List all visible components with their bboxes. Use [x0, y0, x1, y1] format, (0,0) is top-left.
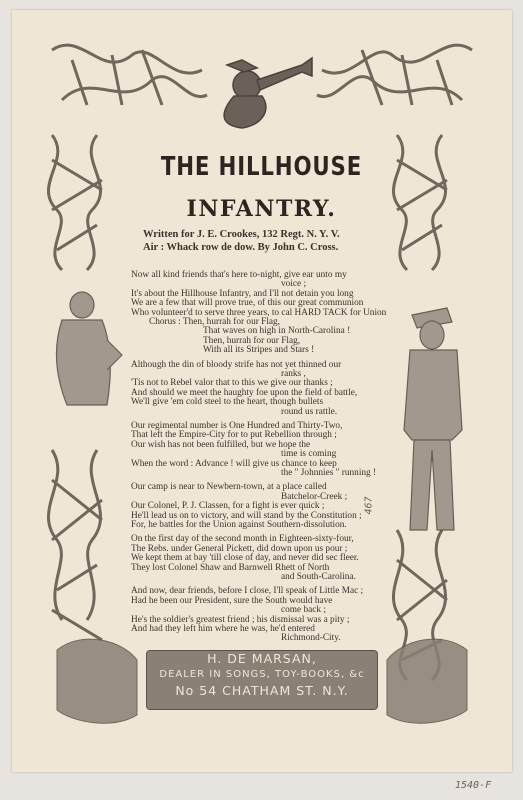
verse-line: Our Colonel, P. J. Classen, for a fight is ever quick ; [131, 501, 325, 512]
verse-line: They lost Colonel Shaw and Barnwell Rhett of North [131, 562, 330, 573]
verse-line: Our camp is near to Newbern-town, at a place called [131, 482, 327, 493]
verse-line: time is coming [281, 449, 337, 460]
verse-line: And should we meet the haughty foe upon the field of battle, [131, 387, 358, 398]
verse-line: Richmond-City. [281, 633, 341, 644]
verse-line: That waves on high in North-Carolina ! [203, 326, 351, 337]
verse-line: He'll lead us on to victory, and will stand by the Constitution ; [131, 510, 362, 521]
verse-line: He's the soldier's greatest friend ; his dismissal was a pity ; [131, 614, 350, 625]
credit-written-for: Written for J. E. Crookes, 132 Regt. N. Y. V. [143, 229, 340, 240]
left-figure [57, 292, 122, 405]
imprint-line-1: H. DE MARSAN, [207, 651, 317, 666]
imprint-line-2: DEALER IN SONGS, TOY-BOOKS, &c [159, 669, 365, 680]
verse-line: When the word : Advance ! will give us chance to keep [131, 458, 337, 469]
verse-line: On the first day of the second month in Eighteen-sixty-four, [131, 534, 354, 545]
verse-line: Our wish has not been fulfilled, but we hope the [131, 439, 311, 450]
verse-line: Chorus : Then, hurrah for our Flag, [149, 317, 280, 327]
verse-line: come back ; [281, 605, 326, 616]
verse-line: We'll give 'em cold steel to the heart, though bullets [131, 397, 324, 408]
verse-line: Now all kind friends that's here to-night, give ear unto my [131, 270, 347, 280]
publisher-imprint [146, 650, 378, 710]
title-line-1: THE HILLHOUSE [160, 152, 363, 182]
verse-line: voice ; [281, 279, 307, 290]
verse-line: Although the din of bloody strife has not yet thinned our [131, 359, 342, 370]
verse-line: We are a few that will prove true, of this our great communion [131, 298, 364, 309]
verse-line: Batchelor-Creek ; [281, 491, 348, 502]
verse-line: That left the Empire-City for to put Rebellion through ; [131, 430, 337, 441]
catalog-number: 1540-F [455, 780, 492, 791]
verse-line: and South-Carolina. [281, 572, 356, 582]
verse-line: Our regimental number is One Hundred and Thirty-Two, [131, 421, 343, 431]
credit-air: Air : Whack row de dow. By John C. Cross. [143, 242, 339, 253]
verse-line: Then, hurrah for our Flag, [203, 335, 301, 346]
verse-line: The Rebs. under General Pickett, did down upon us pour ; [131, 543, 348, 554]
verse-line: Had he been our President, sure the South would have [131, 595, 333, 606]
verse-line: round us rattle. [281, 406, 338, 417]
verse-line: We kept them at bay 'till close of day, and never did sec fleer. [131, 553, 359, 564]
verse-line: And had they left him where he was, he'd entered [131, 624, 315, 634]
imprint-line-3: No 54 CHATHAM ST. N.Y. [175, 683, 349, 698]
verse-line: It's about the Hillhouse Infantry, and I'll not detain you long [131, 288, 354, 299]
title-line-2: INFANTRY. [186, 196, 337, 222]
verse-line: With all its Stripes and Stars ! [203, 345, 315, 356]
verse-line: Who volunteer'd to serve three years, to cal HARD TACK for Union [131, 307, 387, 318]
verse-line: the " Johnnies " running ! [281, 468, 377, 478]
verse-line: And now, dear friends, before I close, I'll speak of Little Mac ; [131, 586, 364, 597]
verse-line: ranks , [281, 369, 306, 379]
right-figure [404, 308, 462, 530]
verse-line: For, he battles for the Union against Southern-dissolution. [131, 520, 347, 530]
trumpeter-figure [224, 58, 312, 128]
margin-number: 467 [363, 496, 375, 515]
verse-line: 'Tis not to Rebel valor that to this we give our thanks ; [131, 378, 333, 389]
